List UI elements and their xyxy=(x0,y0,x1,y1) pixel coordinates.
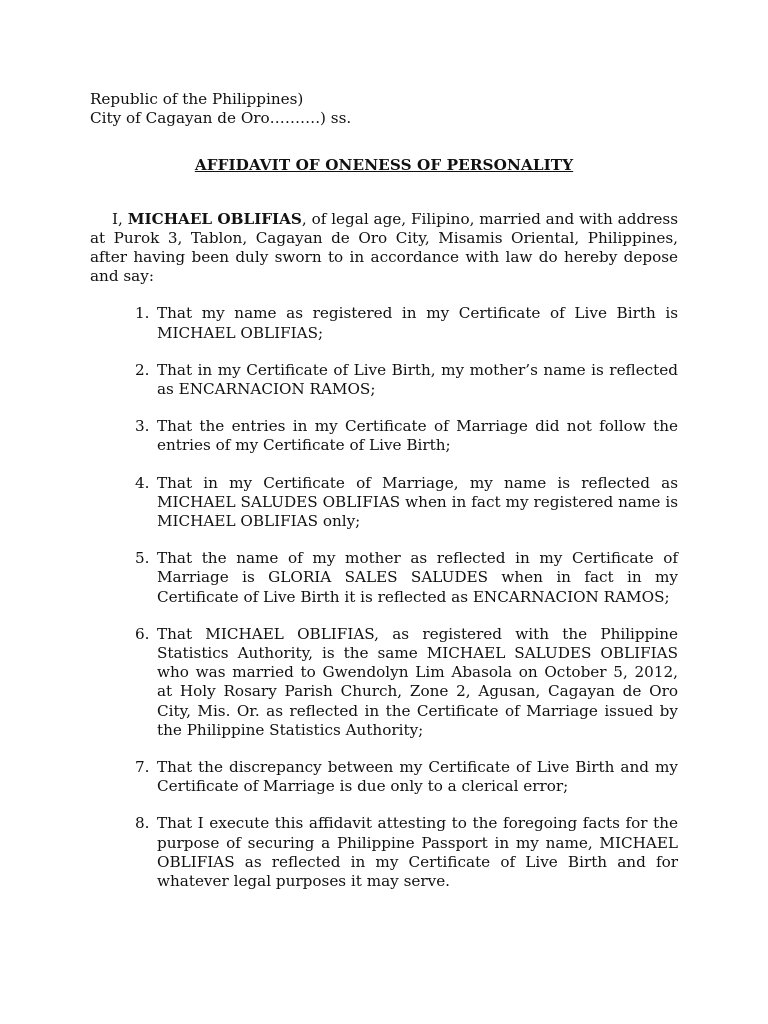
statement-item xyxy=(90,625,678,740)
affidavit-statements xyxy=(90,304,678,891)
statement-number: 3. xyxy=(135,417,150,436)
document-body xyxy=(90,90,678,909)
statement-number: 4. xyxy=(135,473,150,492)
statement-item xyxy=(90,304,678,342)
intro-prefix: I, xyxy=(112,209,128,228)
statement-item xyxy=(90,758,678,796)
venue-city-line: City of Cagayan de Oro……….) ss. xyxy=(90,109,352,128)
affiant-name: MICHAEL OBLIFIAS xyxy=(127,209,302,228)
statement-item xyxy=(90,814,678,891)
statement-item xyxy=(90,361,678,399)
statement-text: That my name as registered in my Certificate of Live Birth is MICHAEL OBLIFIAS; xyxy=(157,304,678,342)
statement-number: 5. xyxy=(135,549,150,568)
statement-text: That the entries in my Certificate of Marriage did not follow the entries of my Certificate of Live Birth; xyxy=(157,417,678,455)
statement-text: That in my Certificate of Marriage, my name is reflected as MICHAEL SALUDES OBLIFIAS when in fact my registered name is MICHAEL OBLIFIAS only; xyxy=(157,473,678,531)
statement-number: 6. xyxy=(135,624,150,643)
intro-paragraph xyxy=(90,210,678,287)
statement-text: That the name of my mother as reflected in my Certificate of Marriage is GLORIA SALES SALUDES when in fact in my Certificate of Live Birth it is reflected as ENCARNACION RAMOS; xyxy=(157,549,678,606)
statement-text: That in my Certificate of Live Birth, my mother’s name is reflected as ENCARNACION RAMOS; xyxy=(157,360,678,399)
statement-text: That I execute this affidavit attesting to the foregoing facts for the purpose of securing a Philippine Passport in my name, MICHAEL OBLIFIAS as reflected in my Certificate of Live Birth and for whatever legal purposes it may serve. xyxy=(157,814,678,891)
document-title: AFFIDAVIT OF ONENESS OF PERSONALITY xyxy=(194,156,574,175)
venue-block xyxy=(90,90,678,128)
statement-item xyxy=(90,474,678,532)
statement-number: 2. xyxy=(135,360,150,379)
intro-text: , of legal age, Filipino, married and with address at Purok 3, Tablon, Cagayan de Oro City, Misamis Oriental, Philippines, after having been duly sworn to in accordance with law do hereby depose and say: xyxy=(90,209,679,286)
statement-item xyxy=(90,549,678,607)
statement-text: That the discrepancy between my Certificate of Live Birth and my Certificate of Marriage is due only to a clerical error; xyxy=(157,758,678,796)
statement-number: 1. xyxy=(135,304,150,323)
statement-number: 7. xyxy=(135,758,150,777)
statement-text: That MICHAEL OBLIFIAS, as registered with the Philippine Statistics Authority, is the same MICHAEL SALUDES OBLIFIAS who was married to Gwendolyn Lim Abasola on October 5, 2012, at Holy Rosary Parish Church, Zone 2, Agusan, Cagayan de Oro City, Mis. Or. as reflected in the Certificate of Marriage issued by the Philippine Statistics Authority; xyxy=(157,624,678,739)
statement-number: 8. xyxy=(135,814,150,833)
venue-republic-line: Republic of the Philippines) xyxy=(90,90,304,108)
statement-item xyxy=(90,417,678,455)
